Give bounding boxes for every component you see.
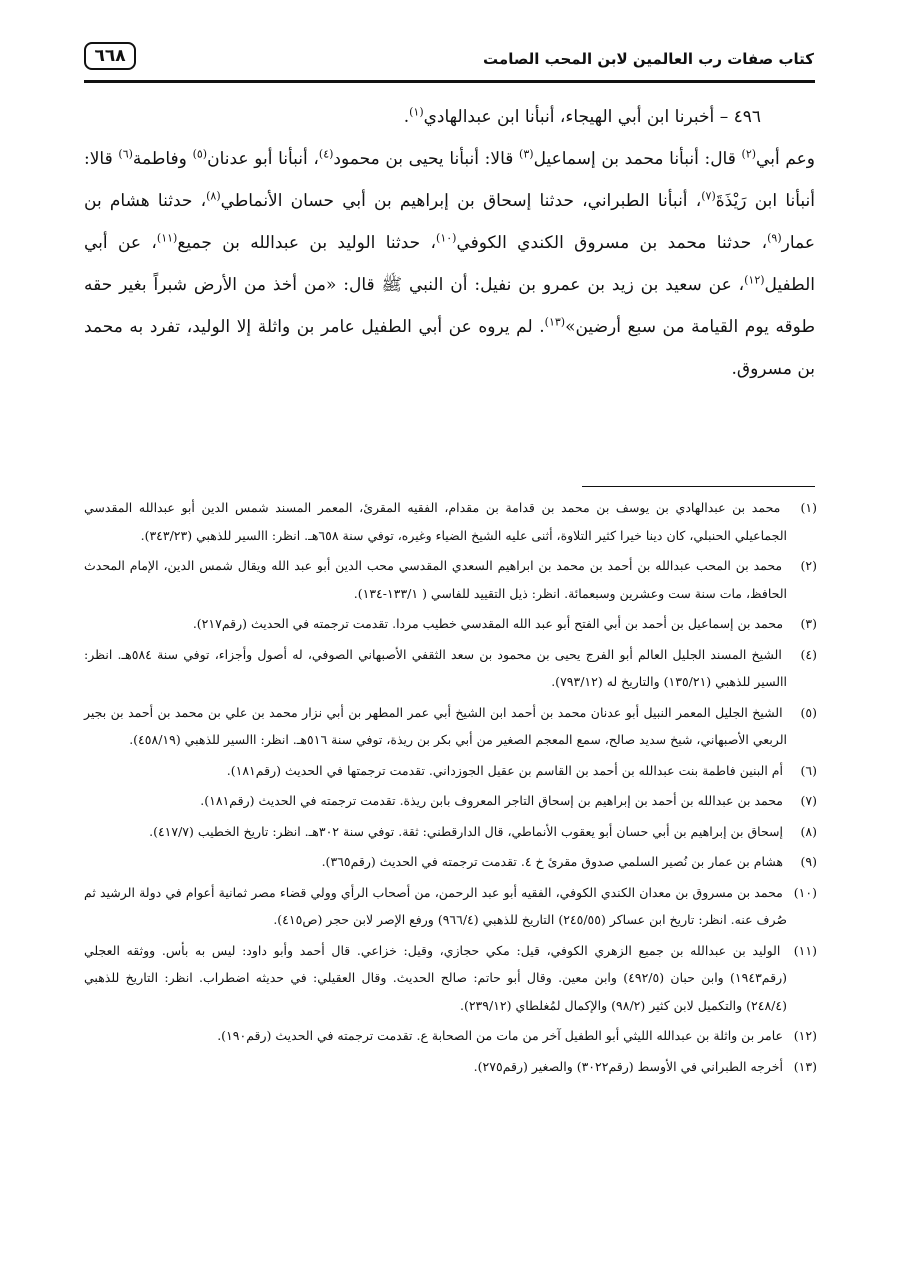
hadith-heading: [84, 96, 815, 138]
footnote-number: (٢): [800, 558, 817, 573]
footnote-ref[interactable]: (١٢): [744, 273, 765, 287]
footnote-text: الشيخ الجليل المعمر النبيل أبو عدنان محمد بن أحمد ابن الشيخ أبي عمر المطهر بن أبي نزار محمد بن علي بن محمد بن أحمد بن بجير الربعي الأصبهاني، شيخ سديد صالح، سمع المعجم الصغير من أبي بكر بن ريذة، توفي سنة ٥١٦هـ. انظر: االسير للذهبي (٤٥٨/١٩).: [84, 704, 787, 747]
footnote-number: (١٣): [793, 1058, 817, 1074]
footnote-number: (٤): [800, 646, 818, 662]
footnote-text: أم البنين فاطمة بنت عبدالله بن أحمد بن القاسم بن عقيل الجوزداني. تقدمت ترجمتها في الحديث (رقم١٨١).: [226, 762, 784, 778]
chain-segment: ، حدثنا الوليد بن عبدالله بن جميع: [177, 233, 437, 253]
hadith-heading-text: ٤٩٦ – أخبرنا ابن أبي الهيجاء، أنبأنا ابن عبدالهادي: [423, 107, 761, 127]
footnote-number: (١٠): [793, 884, 817, 900]
footnote-ref[interactable]: (٧): [701, 189, 716, 203]
hadith-comment: . لم يروه عن أبي الطفيل عامر بن واثلة إلا الوليد، تفرد به محمد بن مسروق.: [84, 317, 815, 379]
footnote-ref[interactable]: (٣): [519, 147, 534, 161]
footnote-text: الشيخ المسند الجليل العالم أبو الفرج يحيى بن محمود بن سعد الثقفي الأصبهاني الصوفي، له أصول وأجزاء، توفي سنة ٥٨٤هـ. انظر: االسير للذهبي (١٣٥/٢١) والتاريخ له (٧٩٣/١٢).: [84, 646, 787, 689]
running-title: كتاب صفات رب العالمين لابن المحب الصامت: [483, 50, 814, 68]
footnote-text: عامر بن واثلة بن عبدالله الليثي أبو الطفيل آخر من مات من الصحابة ع. تقدمت ترجمته في الحديث (رقم١٩٠).: [217, 1028, 784, 1043]
footnote-separator: [582, 486, 815, 487]
footnote: [84, 641, 817, 696]
footnote-ref[interactable]: (١٣): [544, 315, 566, 329]
chain-segment: ، أنبأنا الطبراني، حدثنا إسحاق بن إبراهيم بن أبي حسان الأنماطي: [220, 191, 702, 211]
footnote-ref[interactable]: (٩): [767, 231, 782, 245]
footnote-number: (٥): [800, 704, 817, 720]
footnote-text: أخرجه الطبراني في الأوسط (رقم٣٠٢٢) والصغير (رقم٢٧٥).: [473, 1058, 784, 1074]
footnote: [84, 787, 817, 815]
footnote: [84, 818, 817, 846]
footnote-number: (١٢): [793, 1028, 817, 1043]
footnote-ref[interactable]: (٦): [118, 147, 133, 161]
footnote-number: (٦): [800, 762, 817, 778]
footnote: [84, 757, 817, 785]
footnote-number: (١): [800, 500, 817, 515]
footnote-text: هشام بن عمار بن نُصير السلمي صدوق مقرئ خ ٤. تقدمت ترجمته في الحديث (رقم٣٦٥).: [321, 854, 784, 869]
footnotes: [84, 494, 817, 1083]
footnote-text: محمد بن المحب عبدالله بن أحمد بن محمد بن ابراهيم السعدي المقدسي محب الدين أبو عبد الله ويقال شمس الدين، الإمام المحدث الحافظ، مات سنة ست وعشرين وسبعمائة. انظر: ذيل التقييد للفاسي ( ١٣٣/١-١٣٤).: [84, 558, 787, 601]
footnote-text: محمد بن مسروق بن معدان الكندي الكوفي، الفقيه أبو عبد الرحمن، من أصحاب الرأي وولي قضاء مصر ثمانية أعوام في دولة الرشيد ثم صُرف عنه. انظر: تاريخ ابن عساكر (٢٤٥/٥٥) التاريخ للذهبي (٩٦٦/٤) ورفع الإصر لابن حجر (ص٤١٥).: [84, 884, 787, 927]
page-header: [84, 42, 814, 78]
footnote: [84, 879, 817, 934]
main-text: [84, 96, 815, 390]
hadith-matn: ، عن سعيد بن زيد بن عمرو بن نفيل: أن النبي ﷺ قال: «من أخذ من الأرض شبراً بغير حقه طوقه يوم القيامة من سبع أرضين»: [84, 275, 815, 337]
footnote: [84, 699, 817, 754]
footnote-ref[interactable]: (١١): [156, 231, 178, 245]
footnote-ref[interactable]: (٥): [192, 147, 208, 161]
chain-segment: قالا: أنبأنا ابن رَيْذَةَ: [84, 149, 815, 211]
footnote-number: (٣): [800, 616, 817, 631]
heading-end: .: [403, 107, 410, 127]
footnote-text: محمد بن عبدالهادي بن يوسف بن محمد بن قدامة بن مقدام، الفقيه المقرئ، المعمر المسند شمس الدين أبو عبدالله المقدسي الجماعيلي الحنبلي، كان دينا خيرا كثير التلاوة، أثنى عليه الشيخ الضياء وغيره، توفي سنة ٦٥٨هـ. انظر: االسير للذهبي (٣٤٣/٢٣).: [84, 500, 787, 543]
chain-segment: وفاطمة: [132, 149, 193, 169]
footnote: [84, 1053, 817, 1081]
footnote-number: (١١): [793, 942, 817, 958]
footnote-text: محمد بن إسماعيل بن أحمد بن أبي الفتح أبو عبد الله المقدسي خطيب مردا. تقدمت ترجمته في الحديث (رقم٢١٧).: [192, 616, 784, 631]
footnote: [84, 848, 817, 876]
chain-segment: ، عن أبي الطفيل: [84, 233, 815, 295]
footnote-text: إسحاق بن إبراهيم بن أبي حسان أبو يعقوب الأنماطي، قال الدارقطني: ثقة. توفي سنة ٣٠٢هـ. انظر: تاريخ الخطيب (٤١٧/٧).: [149, 823, 784, 839]
footnote-ref[interactable]: (٨): [206, 189, 221, 203]
footnote-text: الوليد بن عبدالله بن جميع الزهري الكوفي، قيل: مكي حجازي، وقيل: خزاعي. قال أحمد وأبو داود: ليس به بأس. ووثقه العجلي (رقم١٩٤٣) وابن حبان (٤٩٢/٥) وابن معين. وقال أبو حاتم: صالح الحديث. وقال العقيلي: في حديثه اضطراب. انظر: التاريخ للذهبي (٢٤٨/٤) والتكميل لابن كثير (٩٨/٢) والإكمال لمُغلطاي (٢٣٩/١٢).: [84, 942, 787, 1013]
footnote-ref[interactable]: (١٠): [436, 231, 457, 245]
footnote: [84, 1022, 817, 1050]
footnote-ref[interactable]: (٢): [741, 147, 757, 161]
footnote-text: محمد بن عبدالله بن أحمد بن إبراهيم بن إسحاق التاجر المعروف بابن ريذة. تقدمت ترجمته في الحديث (رقم١٨١).: [200, 793, 784, 808]
page-number: ٦٦٨: [84, 42, 136, 70]
footnote-number: (٨): [800, 823, 817, 839]
footnote-ref[interactable]: (٤): [318, 147, 334, 161]
chain-segment: قالا: أنبأنا يحيى بن محمود: [333, 149, 520, 169]
chain-segment: ، حدثنا هشام بن عمار: [84, 191, 815, 253]
footnote-number: (٧): [800, 793, 817, 808]
footnote: [84, 610, 817, 638]
chain-segment: قال: أنبأنا محمد بن إسماعيل: [533, 149, 742, 169]
chain-segment: ، حدثنا محمد بن مسروق الكندي الكوفي: [456, 233, 768, 253]
chain-segment: ، أنبأنا أبو عدنان: [207, 149, 319, 169]
header-rule: [84, 80, 815, 83]
footnote: [84, 937, 817, 1020]
footnote-number: (٩): [800, 854, 817, 869]
footnote: [84, 552, 817, 607]
footnote: [84, 494, 817, 549]
hadith-chain: [84, 138, 815, 390]
chain-segment: وعم أبي: [756, 149, 815, 169]
footnote-ref[interactable]: (١): [409, 105, 424, 119]
